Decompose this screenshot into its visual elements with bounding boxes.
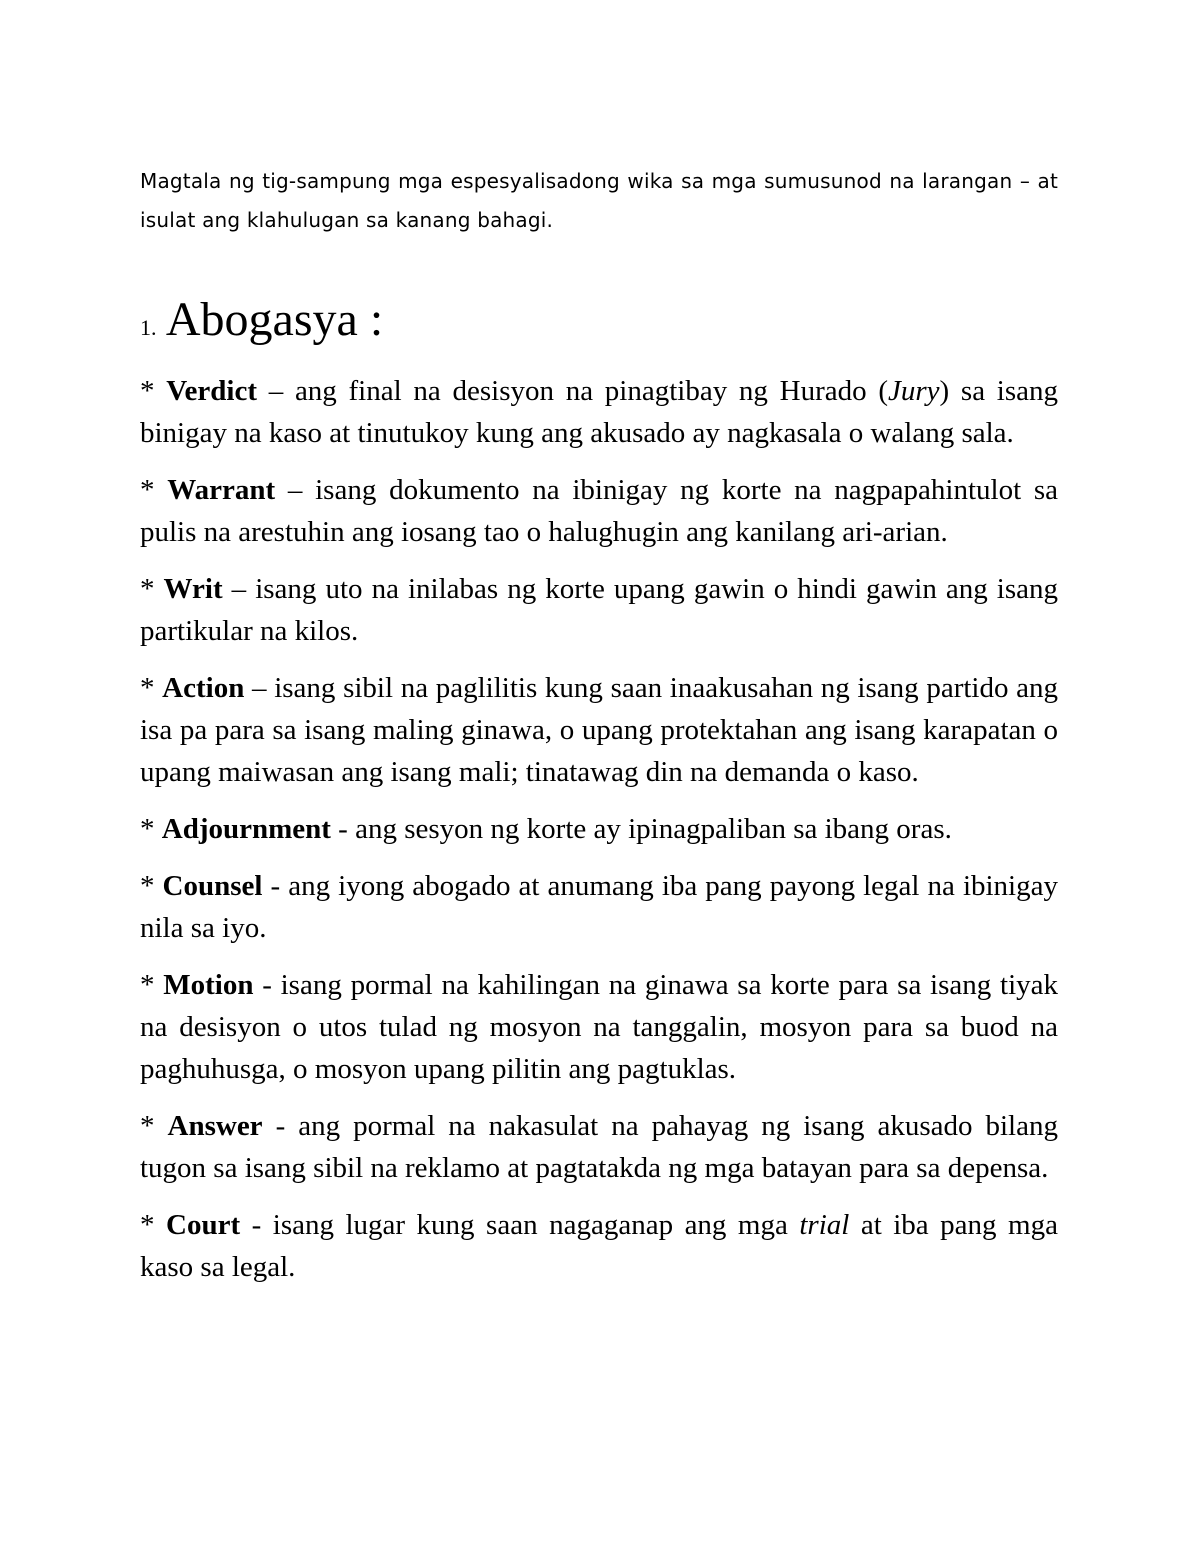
term: Writ: [163, 573, 223, 605]
definition-continued: at iba pang mga kaso sa legal.: [140, 1209, 1058, 1283]
definition: isang dokumento na ibinigay ng korte na nagpapahintulot sa pulis na arestuhin ang iosang tao o halughugin ang kanilang ari-arian.: [140, 474, 1059, 548]
section-heading: [140, 288, 383, 360]
section-title: Abogasya :: [165, 293, 384, 346]
term: Court: [166, 1209, 241, 1241]
separator: –: [275, 474, 316, 506]
definition: ang final na desisyon na pinagtibay ng Hurado (: [294, 375, 889, 407]
glossary-entry-court: [140, 1204, 1058, 1288]
definition: ang iyong abogado at anumang iba pang payong legal na ibinigay nila sa iyo.: [140, 870, 1058, 944]
section-number: 1.: [140, 315, 157, 340]
glossary-entry-writ: [140, 568, 1058, 652]
term: Answer: [167, 1110, 263, 1142]
bullet: *: [140, 813, 155, 845]
definition-continued: ) sa isang binigay na kaso at tinutukoy kung ang akusado ay nagkasala o walang sala.: [140, 375, 1059, 449]
glossary-entry-motion: [140, 964, 1058, 1090]
glossary-entry-counsel: [140, 865, 1058, 949]
separator: -: [253, 969, 281, 1001]
definition: isang sibil na paglilitis kung saan inaakusahan ng isang partido ang isa pa para sa isang maling ginawa, o upang protektahan ang isang karapatan o upang maiwasan ang isang mali; tinatawag din na demanda o kaso.: [140, 672, 1059, 788]
glossary-entry-adjournment: [140, 808, 1058, 850]
separator: –: [222, 573, 256, 605]
separator: -: [330, 813, 356, 845]
glossary-entry-verdict: [140, 370, 1058, 454]
glossary-entry-action: [140, 667, 1058, 793]
definition: isang lugar kung saan nagaganap ang mga: [272, 1209, 800, 1241]
italic-term: Jury: [888, 375, 940, 407]
term: Motion: [163, 969, 254, 1001]
separator: -: [240, 1209, 273, 1241]
bullet: *: [140, 969, 155, 1001]
separator: –: [244, 672, 275, 704]
term: Warrant: [167, 474, 276, 506]
separator: –: [256, 375, 295, 407]
separator: -: [262, 1110, 299, 1142]
term: Counsel: [162, 870, 263, 902]
bullet: *: [140, 573, 155, 605]
separator: -: [262, 870, 289, 902]
bullet: *: [140, 375, 155, 407]
glossary-list: [140, 370, 1058, 1303]
bullet: *: [140, 672, 155, 704]
definition: isang uto na inilabas ng korte upang gawin o hindi gawin ang isang partikular na kilos.: [140, 573, 1058, 647]
bullet: *: [140, 474, 155, 506]
bullet: *: [140, 870, 155, 902]
definition: isang pormal na kahilingan na ginawa sa korte para sa isang tiyak na desisyon o utos tulad ng mosyon na tanggalin, mosyon para sa buod na paghuhusga, o mosyon upang pilitin ang pagtuklas.: [140, 969, 1058, 1085]
term: Verdict: [166, 375, 257, 407]
bullet: *: [140, 1209, 155, 1241]
glossary-entry-warrant: [140, 469, 1058, 553]
italic-term: trial: [799, 1209, 850, 1241]
bullet: *: [140, 1110, 155, 1142]
term: Adjournment: [161, 813, 331, 845]
glossary-entry-answer: [140, 1105, 1058, 1189]
instruction-paragraph: Magtala ng tig-sampung mga espesyalisadong wika sa mga sumusunod na larangan – at isulat ang klahulugan sa kanang bahagi.: [140, 169, 1058, 232]
definition: ang pormal na nakasulat na pahayag ng isang akusado bilang tugon sa isang sibil na reklamo at pagtatakda ng mga batayan para sa depensa.: [140, 1110, 1058, 1184]
definition: ang sesyon ng korte ay ipinagpaliban sa ibang oras.: [355, 813, 952, 845]
term: Action: [162, 672, 245, 704]
